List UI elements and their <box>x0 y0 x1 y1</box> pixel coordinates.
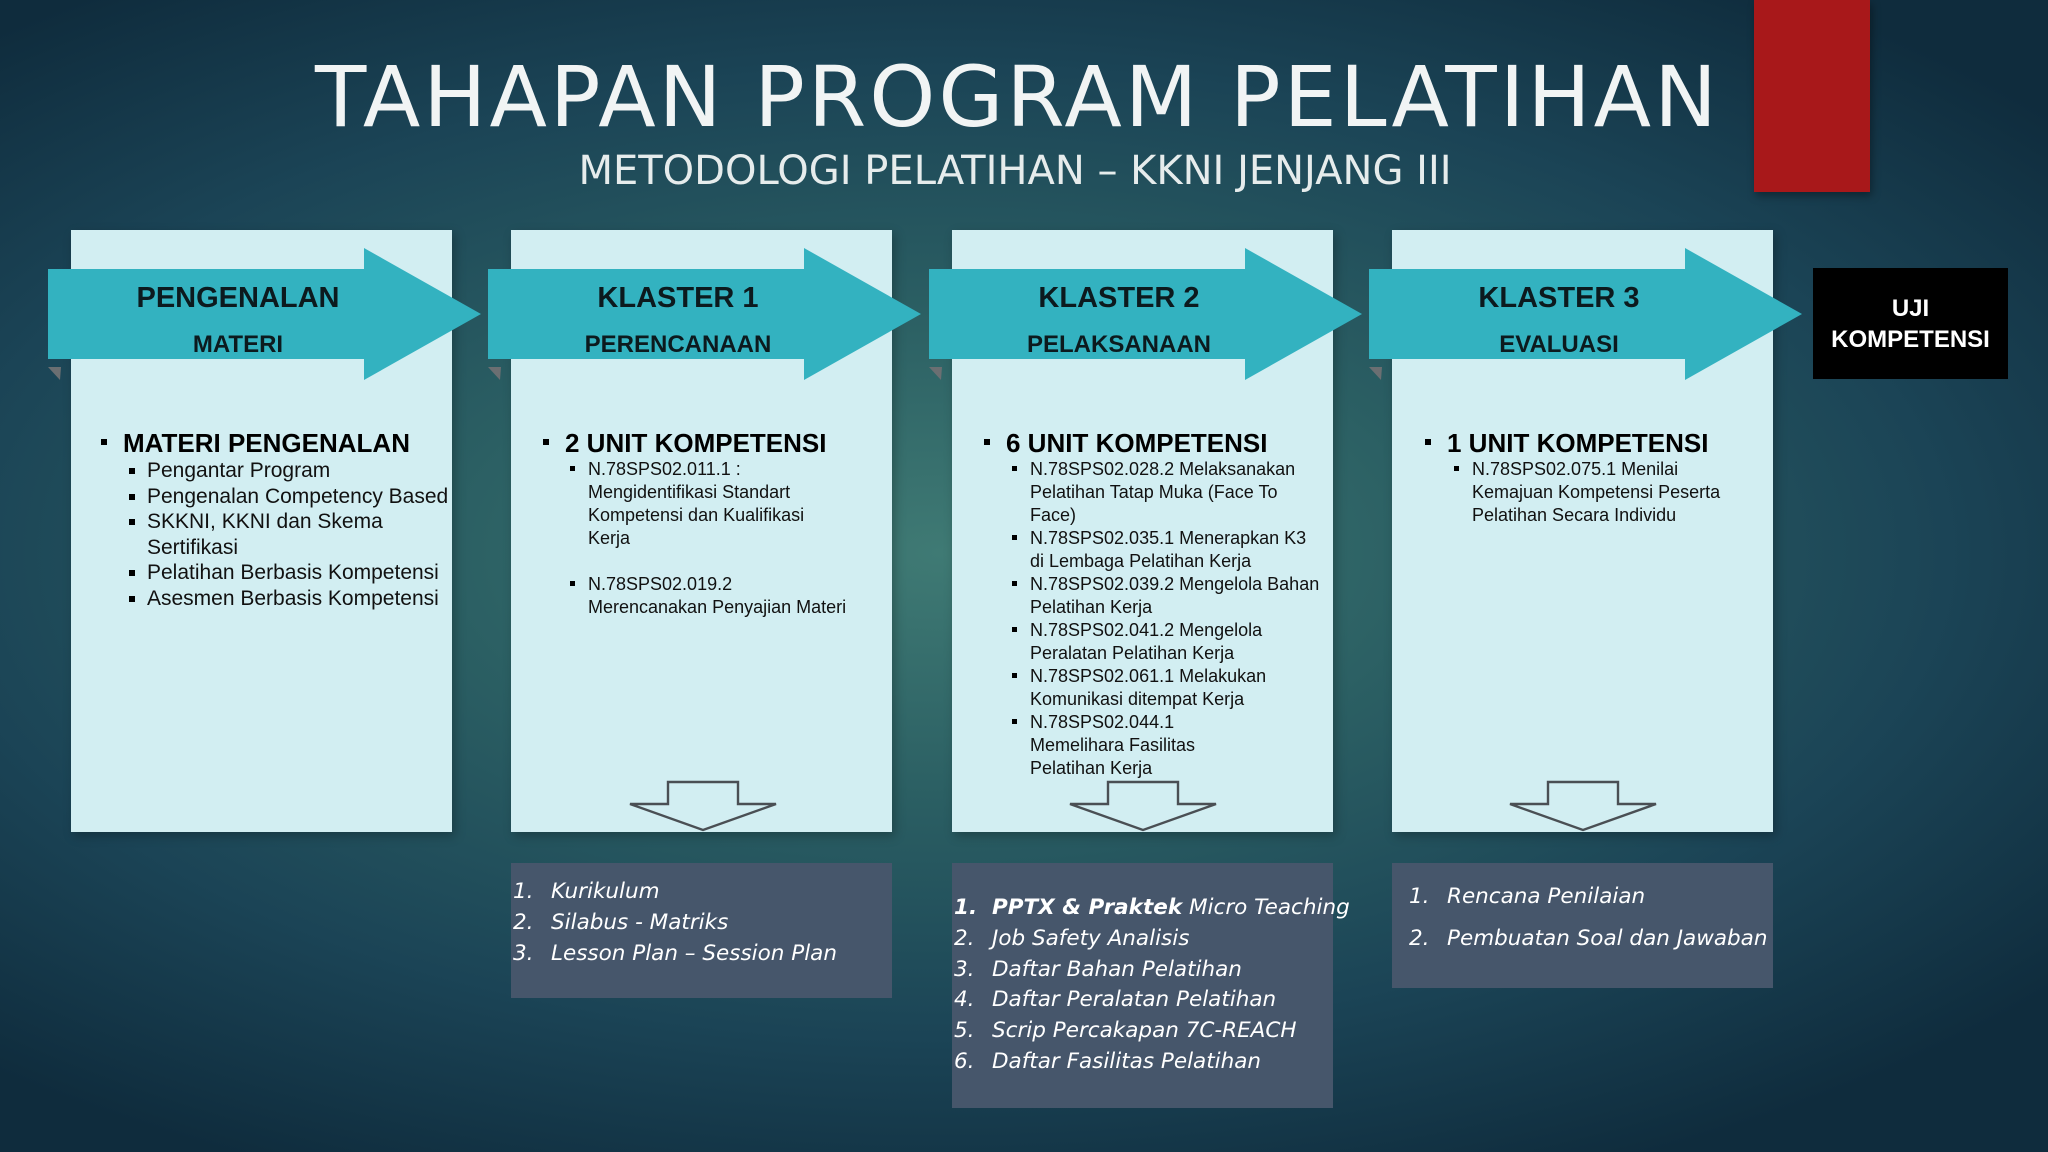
stage-arrow-klaster-1 <box>488 248 921 380</box>
list-item: N.78SPS02.044.1 Memelihara Fasilitas Pelatihan Kerja <box>1012 711 1230 780</box>
down-arrow-icon <box>628 780 778 832</box>
stage-item-list <box>129 458 449 611</box>
list-item: N.78SPS02.019.2 Merencanakan Penyajian Materi <box>570 573 850 619</box>
list-item: 3. Daftar Bahan Pelatihan <box>954 956 1242 982</box>
stage-arrow-title: KLASTER 3 <box>1478 282 1640 314</box>
stage-item-list <box>1012 458 1322 780</box>
list-item: 2. Silabus - Matriks <box>513 910 729 935</box>
list-item: Pelatihan Berbasis Kompetensi <box>129 560 449 586</box>
list-item: N.78SPS02.075.1 Menilai Kemajuan Kompetensi Peserta Pelatihan Secara Individu <box>1454 458 1754 527</box>
list-item: N.78SPS02.041.2 Mengelola Peralatan Pelatihan Kerja <box>1012 619 1322 665</box>
stage-arrow-title: KLASTER 2 <box>1038 282 1200 314</box>
list-item: 4. Daftar Peralatan Pelatihan <box>954 987 1277 1013</box>
stage-arrow-pengenalan <box>48 248 481 380</box>
list-item: 6. Daftar Fasilitas Pelatihan <box>954 1048 1262 1074</box>
list-item: N.78SPS02.035.1 Menerapkan K3 di Lembaga Pelatihan Kerja <box>1012 527 1322 573</box>
stage-heading: 6 UNIT KOMPETENSI <box>984 428 1267 459</box>
stage-heading: 2 UNIT KOMPETENSI <box>543 428 826 459</box>
page-title: TAHAPAN PROGRAM PELATIHAN <box>315 48 1720 146</box>
stage-arrow-subtitle: EVALUASI <box>1499 331 1619 358</box>
stage-arrow-subtitle: MATERI <box>192 331 284 358</box>
stage-heading: 1 UNIT KOMPETENSI <box>1425 428 1708 459</box>
list-item: 1. Rencana Penilaian <box>1409 884 1646 909</box>
list-item: 5. Scrip Percakapan 7C-REACH <box>954 1018 1297 1044</box>
stage-item-list <box>570 458 850 619</box>
list-item: Pengantar Program <box>129 458 449 484</box>
list-item: Asesmen Berbasis Kompetensi <box>129 586 449 612</box>
down-arrow-icon <box>1068 780 1218 832</box>
bullet-icon <box>543 439 549 445</box>
uji-kompetensi-box <box>1813 268 2008 379</box>
down-arrow-icon <box>1508 780 1658 832</box>
list-item: 1. Kurikulum <box>513 879 660 904</box>
list-item: N.78SPS02.061.1 Melakukan Komunikasi ditempat Kerja <box>1012 665 1322 711</box>
list-item: 2. Pembuatan Soal dan Jawaban <box>1409 926 1768 951</box>
accent-bar <box>1754 0 1870 192</box>
list-item: Pengenalan Competency Based <box>129 484 449 510</box>
bullet-icon <box>1425 439 1431 445</box>
stage-arrow-subtitle: PELAKSANAAN <box>1026 331 1211 358</box>
output-box-klaster-3 <box>1392 863 1773 988</box>
list-item: N.78SPS02.011.1 : Mengidentifikasi Standart Kompetensi dan Kualifikasi Kerja <box>570 458 850 550</box>
list-item: 2. Job Safety Analisis <box>954 925 1190 951</box>
list-item: N.78SPS02.039.2 Mengelola Bahan Pelatihan Kerja <box>1012 573 1322 619</box>
stage-arrow-title: KLASTER 1 <box>597 282 759 314</box>
list-item: N.78SPS02.028.2 Melaksanakan Pelatihan Tatap Muka (Face To Face) <box>1012 458 1322 527</box>
bullet-icon <box>984 439 990 445</box>
stage-arrow-klaster-3 <box>1369 248 1802 380</box>
list-item: 3. Lesson Plan – Session Plan <box>513 941 837 966</box>
final-line-1: UJI <box>1891 294 1930 322</box>
bullet-icon <box>101 439 107 445</box>
stage-arrow-subtitle: PERENCANAAN <box>584 331 772 358</box>
stage-heading: MATERI PENGENALAN <box>101 428 410 459</box>
output-box-klaster-1 <box>511 863 892 998</box>
stage-arrow-klaster-2 <box>929 248 1362 380</box>
output-box-klaster-2 <box>952 863 1350 1108</box>
final-line-2: KOMPETENSI <box>1831 325 1990 353</box>
list-item: SKKNI, KKNI dan Skema Sertifikasi <box>129 509 449 560</box>
page-subtitle: METODOLOGI PELATIHAN – KKNI JENJANG III <box>578 148 1452 194</box>
list-item: 1. PPTX & Praktek Micro Teaching <box>954 895 1350 920</box>
stage-item-list <box>1454 458 1754 527</box>
stage-arrow-title: PENGENALAN <box>136 282 340 314</box>
